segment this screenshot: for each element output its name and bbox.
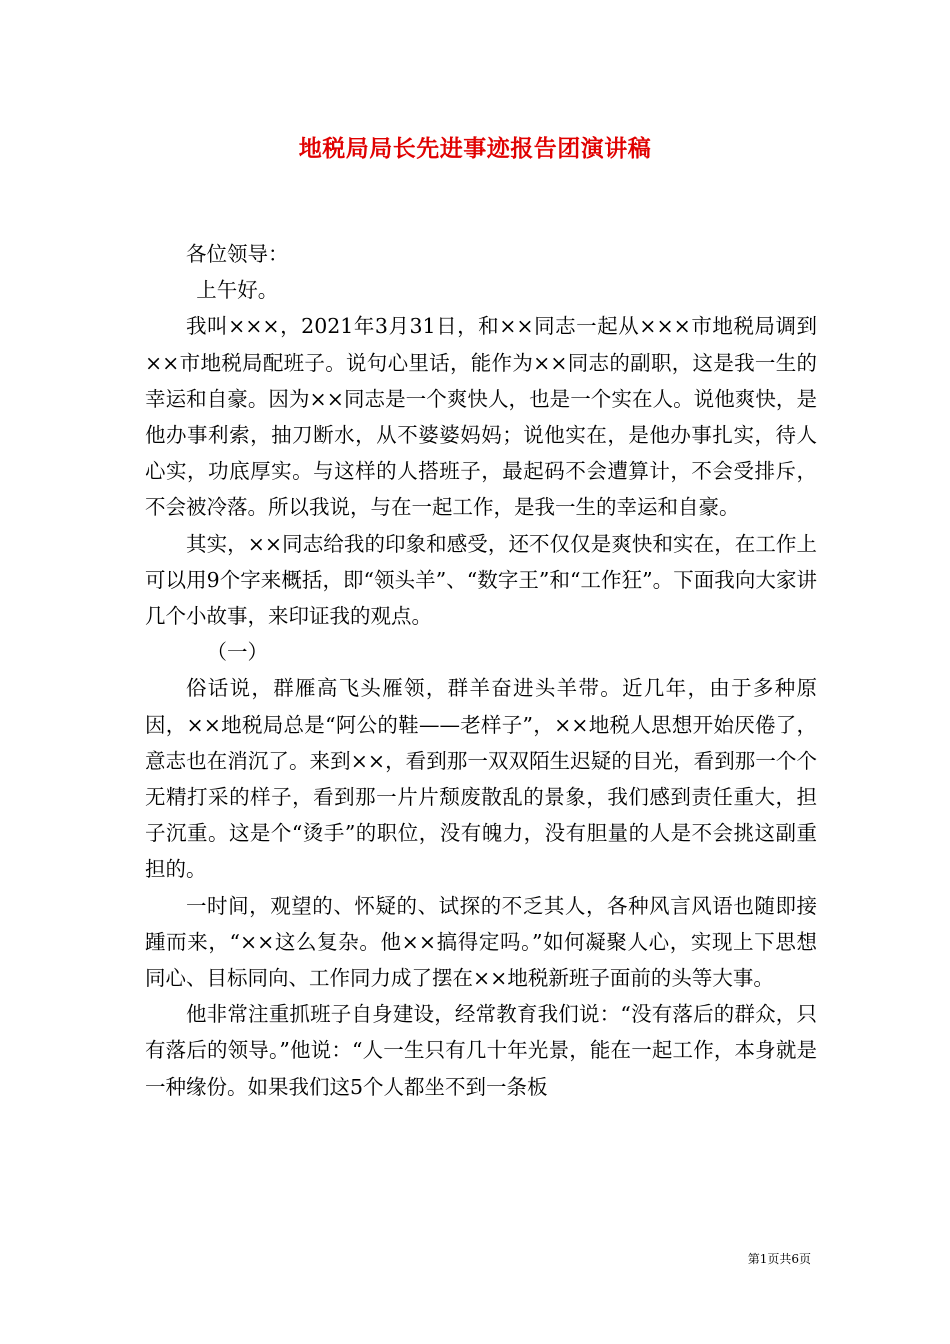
paragraph: 他非常注重抓班子自身建设，经常教育我们说：“没有落后的群众，只有落后的领导。”他说：“人一生只有几十年光景，能在一起工作，本身就是一种缘份。如果我们这5个人都坐不到一条板 <box>145 1002 817 1099</box>
document-title: 地税局局长先进事迹报告团演讲稿 <box>298 135 652 162</box>
paragraph: 一时间，观望的、怀疑的、试探的不乏其人，各种风言风语也随即接踵而来，“××这么复杂。他××搞得定吗。”如何凝聚人心，实现上下思想同心、目标同向、工作同力成了摆在××地税新班子面前的头等大事。 <box>145 893 817 991</box>
page-number: 第1页共6页 <box>747 1252 811 1266</box>
section-heading: （一） <box>206 640 268 665</box>
paragraph: 其实，××同志给我的印象和感受，还不仅仅是爽快和实在，在工作上可以用9个字来概括，即“领头羊”、“数字王”和“工作狂”。下面我向大家讲几个小故事，来印证我的观点。 <box>145 531 817 629</box>
paragraph: 俗话说，群雁高飞头雁领，群羊奋进头羊带。近几年，由于多种原因，××地税局总是“阿公的鞋——老样子”，××地税人思想开始厌倦了，意志也在消沉了。来到××，看到那一双双陌生迟疑的目光，看到那一个个无精打采的样子，看到那一片片颓废散乱的景象，我们感到责任重大，担子沉重。这是个“烫手”的职位，没有魄力，没有胆量的人是不会挑这副重担的。 <box>145 676 817 882</box>
document-body <box>145 236 817 1105</box>
greeting: 上午好。 <box>196 278 279 303</box>
paragraph: 我叫×××，2021年3月31日，和××同志一起从×××市地税局调到××市地税局配班子。说句心里话，能作为××同志的副职，这是我一生的幸运和自豪。因为××同志是一个爽快人，也是一个实在人。说他爽快，是他办事利索，抽刀断水，从不婆婆妈妈；说他实在，是他办事扎实，待人心实，功底厚实。与这样的人搭班子，最起码不会遭算计，不会受排斥，不会被冷落。所以我说，与在一起工作，是我一生的幸运和自豪。 <box>145 314 817 520</box>
salutation: 各位领导： <box>186 242 289 266</box>
